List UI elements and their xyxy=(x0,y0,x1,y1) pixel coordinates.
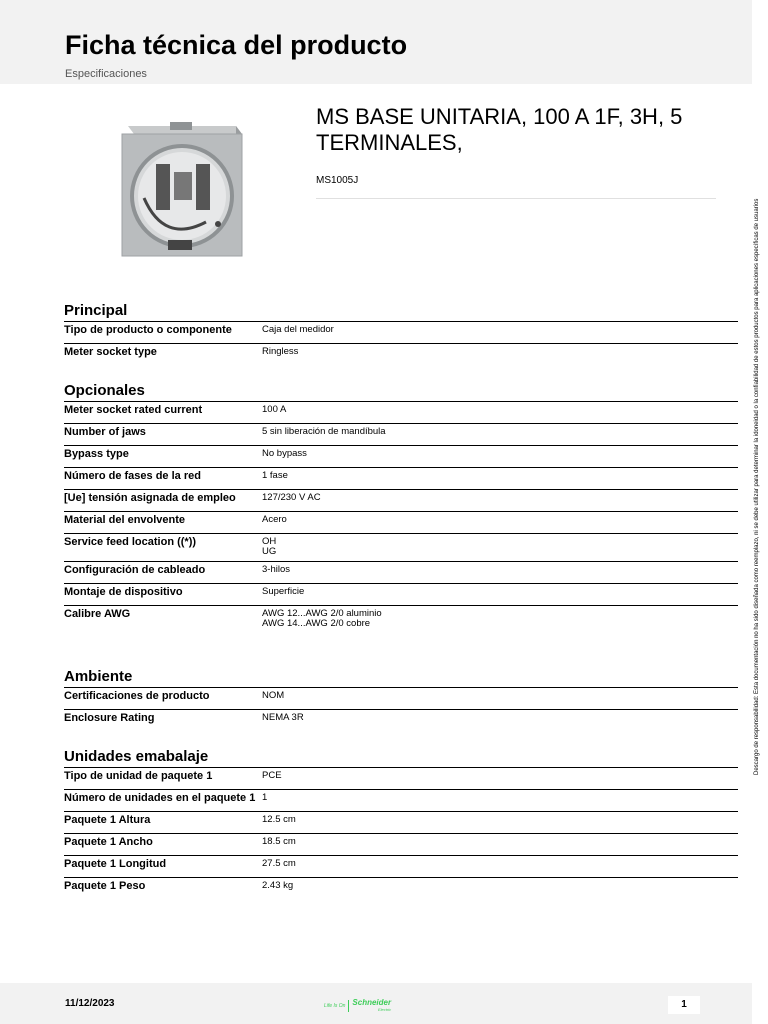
page-number: 1 xyxy=(668,996,700,1014)
logo-brand-sub: Electric xyxy=(377,1007,392,1012)
spec-value xyxy=(262,534,738,561)
spec-value xyxy=(262,584,738,605)
spec-label: Paquete 1 Longitud xyxy=(64,858,167,870)
spec-label: Tipo de producto o componente xyxy=(64,324,232,336)
spec-label: Meter socket rated current xyxy=(64,404,203,416)
spec-row xyxy=(64,343,738,365)
spec-row xyxy=(64,423,738,445)
logo-divider xyxy=(348,1000,349,1012)
spec-label: Meter socket type xyxy=(64,346,157,358)
spec-label: Service feed location ((*)) xyxy=(64,536,197,548)
logo-brand-name: Schneider xyxy=(352,998,392,1007)
section-title: Unidades emabalaje xyxy=(64,748,209,765)
spec-row xyxy=(64,767,738,789)
spec-row xyxy=(64,583,738,605)
spec-value-line: 5 sin liberación de mandíbula xyxy=(262,426,386,437)
logo-brand xyxy=(352,999,391,1013)
spec-value-line: 127/230 V AC xyxy=(262,492,321,503)
spec-row xyxy=(64,467,738,489)
spec-value xyxy=(262,562,738,583)
spec-value-line: Caja del medidor xyxy=(262,324,334,335)
disclaimer-text: Descargo de responsabilidad: Esta documentación no ha sido diseñada como reemplazo, ni se debe utilizar para determinar la idoneidad o la confiabilidad de estos productos para aplicaciones específicas de usuarios xyxy=(754,198,760,775)
spec-value-line: NOM xyxy=(262,690,285,701)
spec-label: Calibre AWG xyxy=(64,608,131,620)
section-title: Opcionales xyxy=(64,382,145,399)
spec-label: Bypass type xyxy=(64,448,129,460)
spec-value xyxy=(262,402,738,423)
section-title: Principal xyxy=(64,302,128,319)
spec-value-line: 27.5 cm xyxy=(262,858,296,869)
spec-label: Enclosure Rating xyxy=(64,712,155,724)
spec-value-line: Superficie xyxy=(262,586,305,597)
spec-label: Material del envolvente xyxy=(64,514,186,526)
spec-row xyxy=(64,401,738,423)
divider xyxy=(316,198,716,199)
spec-row xyxy=(64,789,738,811)
spec-row xyxy=(64,877,738,899)
spec-value xyxy=(262,768,738,789)
product-code: MS1005J xyxy=(316,175,359,186)
spec-value-line: 18.5 cm xyxy=(262,836,296,847)
spec-value xyxy=(262,856,738,877)
spec-label: Paquete 1 Peso xyxy=(64,880,146,892)
spec-row xyxy=(64,561,738,583)
spec-label: Paquete 1 Ancho xyxy=(64,836,153,848)
spec-value xyxy=(262,710,738,731)
spec-value xyxy=(262,812,738,833)
spec-row xyxy=(64,511,738,533)
spec-label: Montaje de dispositivo xyxy=(64,586,183,598)
spec-value-line: UG xyxy=(262,546,277,557)
spec-row xyxy=(64,811,738,833)
section-opcionales xyxy=(64,381,738,633)
section-ambiente xyxy=(64,667,738,731)
spec-value xyxy=(262,606,738,633)
spec-label: Configuración de cableado xyxy=(64,564,206,576)
spec-row xyxy=(64,605,738,633)
spec-label: Certificaciones de producto xyxy=(64,690,210,702)
spec-value xyxy=(262,512,738,533)
spec-value xyxy=(262,446,738,467)
spec-row xyxy=(64,709,738,731)
spec-value-line: Acero xyxy=(262,514,287,525)
spec-value-line: NEMA 3R xyxy=(262,712,304,723)
spec-row xyxy=(64,445,738,467)
spec-value-line: 2.43 kg xyxy=(262,880,294,891)
disclaimer xyxy=(752,165,762,775)
spec-value-line: 1 fase xyxy=(262,470,288,481)
spec-value xyxy=(262,834,738,855)
section-unidades-embalaje xyxy=(64,747,738,899)
spec-value xyxy=(262,790,738,811)
product-image xyxy=(114,114,254,264)
spec-value-line: OH xyxy=(262,536,277,547)
spec-value-line: 3-hilos xyxy=(262,564,290,575)
schneider-logo xyxy=(324,998,391,1014)
spec-row xyxy=(64,533,738,561)
spec-value-line: 100 A xyxy=(262,404,287,415)
spec-label: Número de fases de la red xyxy=(64,470,201,482)
spec-value-line: 12.5 cm xyxy=(262,814,296,825)
footer-date: 11/12/2023 xyxy=(65,998,115,1009)
spec-value xyxy=(262,344,738,365)
spec-value-line: PCE xyxy=(262,770,282,781)
spec-label: Paquete 1 Altura xyxy=(64,814,151,826)
spec-value-line: Ringless xyxy=(262,346,299,357)
spec-value-line: No bypass xyxy=(262,448,307,459)
spec-value xyxy=(262,688,738,709)
logo-tagline: Life Is On xyxy=(324,1003,346,1009)
spec-value-line: 1 xyxy=(262,792,268,803)
spec-row xyxy=(64,833,738,855)
spec-value-line: AWG 12...AWG 2/0 aluminio xyxy=(262,608,382,619)
spec-value xyxy=(262,490,738,511)
spec-value xyxy=(262,424,738,445)
spec-row xyxy=(64,687,738,709)
product-title: MS BASE UNITARIA, 100 A 1F, 3H, 5 TERMINALES, xyxy=(316,104,683,155)
spec-label: Number of jaws xyxy=(64,426,146,438)
spec-value xyxy=(262,878,738,899)
section-title: Ambiente xyxy=(64,668,133,685)
spec-row xyxy=(64,489,738,511)
spec-row xyxy=(64,321,738,343)
spec-label: Tipo de unidad de paquete 1 xyxy=(64,770,213,782)
page-subtitle: Especificaciones xyxy=(65,68,147,80)
spec-row xyxy=(64,855,738,877)
spec-label: Número de unidades en el paquete 1 xyxy=(64,792,256,804)
page-title: Ficha técnica del producto xyxy=(65,30,408,60)
spec-value xyxy=(262,468,738,489)
spec-value xyxy=(262,322,738,343)
section-principal xyxy=(64,301,738,365)
spec-value-line: AWG 14...AWG 2/0 cobre xyxy=(262,618,371,629)
spec-label: [Ue] tensión asignada de empleo xyxy=(64,492,236,504)
